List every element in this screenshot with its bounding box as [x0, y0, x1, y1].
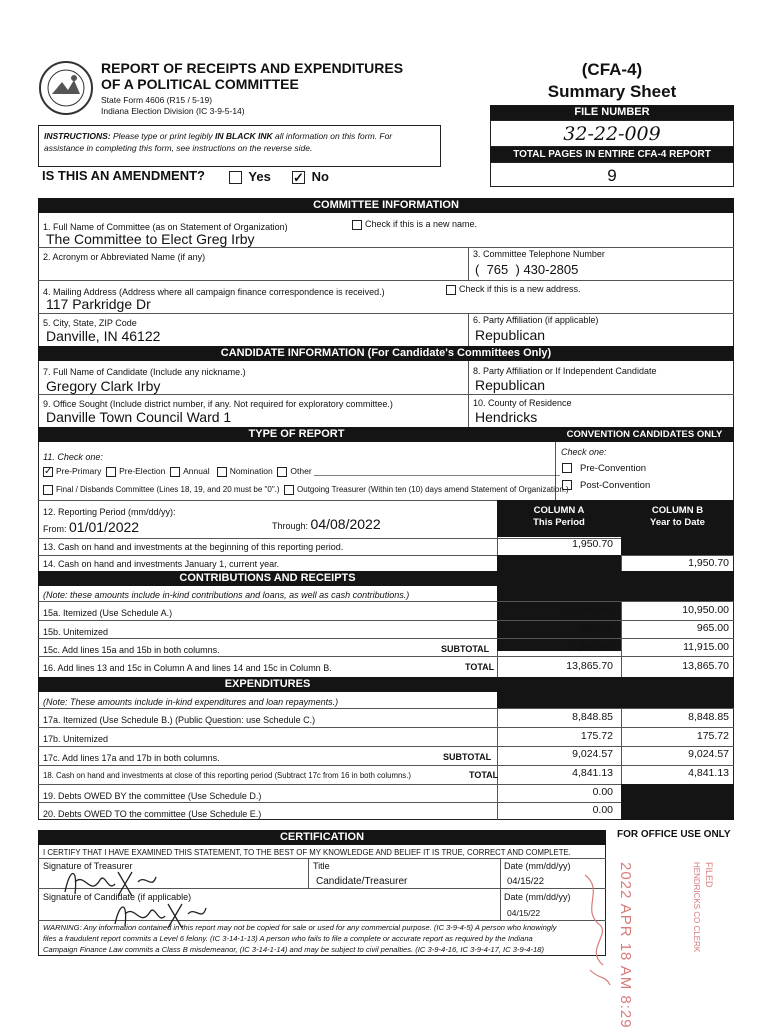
- convention-title: CONVENTION CANDIDATES ONLY: [555, 427, 734, 442]
- date-label-1: Date (mm/dd/yy): [504, 861, 571, 871]
- outgoing-option[interactable]: Outgoing Treasurer (Within ten (10) days amend Statement of Organization.): [284, 485, 569, 494]
- line-15c-col-a: 11,915.00: [567, 641, 613, 653]
- new-name-checkbox[interactable]: [352, 220, 362, 230]
- pre-primary-option[interactable]: ✓ Pre-Primary: [44, 465, 102, 477]
- period-from: From: 01/01/2022: [43, 519, 140, 535]
- pre-election-option[interactable]: Pre-Election: [106, 466, 165, 476]
- total-pages: 9: [607, 166, 617, 185]
- pre-primary-checkbox[interactable]: ✓: [44, 465, 53, 477]
- line-17c-subtotal: SUBTOTAL: [443, 752, 492, 762]
- form-code: (CFA-4): [581, 60, 643, 79]
- line-14-label: 14. Cash on hand and investments January 1, current year.: [43, 559, 280, 569]
- county-of-residence: Hendricks: [475, 409, 538, 425]
- line-13-col-b-blackout: [621, 537, 734, 555]
- committee-name: The Committee to Elect Greg Irby: [46, 231, 255, 247]
- column-b-header: COLUMN B Year to Date: [650, 505, 705, 528]
- office-sought: Danville Town Council Ward 1: [46, 409, 232, 425]
- contributions-note: (Note: these amounts include in-kind contributions and loans, as well as cash contributions.): [43, 590, 410, 600]
- line-18-col-b: 4,841.13: [688, 767, 729, 779]
- file-number-label: FILE NUMBER: [490, 105, 734, 120]
- line-16-label: 16. Add lines 13 and 15c in Column A and lines 14 and 15c in Column B.: [43, 663, 332, 673]
- line-17c-col-a: 9,024.57: [572, 748, 613, 760]
- county-label: 10. County of Residence: [473, 398, 572, 408]
- line-19-col-a: 0.00: [592, 786, 613, 798]
- phone-number: ( 765 ) 430-2805: [475, 262, 579, 277]
- office-label: 9. Office Sought (Include district number, if any. Not required for exploratory committee.): [43, 399, 393, 409]
- warning-text: WARNING: Any information contained in this report may not be copied for sale or used for any commercial purpose. (IC 3-9-4-5) A person who knowingly files a fraudulent report commits a Level 6 felony. (IC 3-14-1-13) A person who fails to file a complete or accurate report as required by the Indiana Campaign Finance Law commits a Class B misdemeanor, (IC 3-14-1-14) and may be subject to civil penalties. (IC 3-9-4-16, IC 3-9-4-17, IC 3-9-4-18): [43, 923, 557, 954]
- line-15c-subtotal: SUBTOTAL: [441, 644, 490, 654]
- line-13-col-a: 1,950.70: [572, 538, 613, 550]
- line-19-label: 19. Debts OWED BY the committee (Use Schedule D.): [43, 791, 262, 801]
- post-convention-option[interactable]: Post-Convention: [562, 480, 650, 491]
- line-16-col-b: 13,865.70: [682, 660, 729, 672]
- line-17a-label: 17a. Itemized (Use Schedule B.) (Public Question: use Schedule C.): [43, 715, 316, 725]
- instructions-box: INSTRUCTIONS: Please type or print legibly IN BLACK INK all information on this form. For assistance in completing this form, see instructions on the reverse side.: [38, 125, 441, 167]
- treasurer-signature-label: Signature of Treasurer: [43, 861, 133, 871]
- candidate-name-label: 7. Full Name of Candidate (Include any nickname.): [43, 367, 246, 377]
- date-label-2: Date (mm/dd/yy): [504, 892, 571, 902]
- line-15b-label: 15b. Unitemized: [43, 627, 109, 637]
- line-17b-col-a: 175.72: [580, 730, 613, 742]
- annual-option[interactable]: Annual: [170, 466, 209, 476]
- line-14-col-b: 1,950.70: [688, 557, 729, 569]
- line-20-col-a: 0.00: [592, 804, 613, 816]
- amendment-question: IS THIS AN AMENDMENT?: [42, 168, 205, 183]
- line-18-label: 18. Cash on hand and investments at close of this reporting period (Subtract 17c from 16 in both columns.): [43, 771, 411, 780]
- certification-statement: I CERTIFY THAT I HAVE EXAMINED THIS STATEMENT, TO THE BEST OF MY KNOWLEDGE AND BELIEF IT IS TRUE, CORRECT AND COMPLETE.: [43, 848, 571, 857]
- new-address-check[interactable]: Check if this is a new address.: [446, 284, 581, 295]
- committee-party: Republican: [475, 327, 546, 343]
- line-13-label: 13. Cash on hand and investments at the beginning of this reporting period.: [43, 542, 344, 552]
- final-option[interactable]: Final / Disbands Committee (Lines 18, 19, and 20 must be "0".): [43, 485, 280, 494]
- new-address-checkbox[interactable]: [446, 285, 456, 295]
- amendment-no-checkbox[interactable]: ✓: [293, 170, 304, 186]
- sheet-title: Summary Sheet: [547, 82, 677, 101]
- total-pages-label: TOTAL PAGES IN ENTIRE CFA-4 REPORT: [490, 147, 734, 162]
- line-15a-label: 15a. Itemized (Use Schedule A.): [43, 608, 173, 618]
- line-18-col-a: 4,841.13: [572, 767, 613, 779]
- candidate-section-title: CANDIDATE INFORMATION (For Candidate's Committees Only): [38, 346, 734, 361]
- pre-convention-checkbox[interactable]: [562, 463, 572, 473]
- nomination-option[interactable]: Nomination: [217, 466, 273, 476]
- line-17c-label: 17c. Add lines 17a and 17b in both columns.: [43, 753, 220, 763]
- amendment-yes[interactable]: Yes: [229, 169, 271, 184]
- form-title: REPORT OF RECEIPTS AND EXPENDITURES OF A POLITICAL COMMITTEE: [101, 60, 404, 92]
- mailing-address: 117 Parkridge Dr: [46, 296, 151, 312]
- pre-election-checkbox[interactable]: [106, 467, 116, 477]
- line-18-total: TOTAL: [469, 770, 499, 780]
- outgoing-checkbox[interactable]: [284, 485, 294, 495]
- line-15c-col-b: 11,915.00: [683, 641, 729, 653]
- title-label: Title: [313, 861, 330, 871]
- committee-name-label: 1. Full Name of Committee (as on Statement of Organization): [43, 222, 288, 232]
- contributions-title: CONTRIBUTIONS AND RECEIPTS: [38, 571, 497, 586]
- line-19-20-col-b-blackout: [621, 784, 734, 820]
- clerk-stamp: HENDRICKS CO CLERK: [692, 862, 701, 953]
- amendment-yes-checkbox[interactable]: [229, 171, 242, 184]
- line-15b-col-b: 965.00: [696, 622, 729, 634]
- line-16-total: TOTAL: [465, 662, 495, 672]
- line-17c-col-b: 9,024.57: [688, 748, 729, 760]
- address-label: 4. Mailing Address (Address where all campaign finance correspondence is received.): [43, 287, 385, 297]
- city-state-zip: Danville, IN 46122: [46, 328, 161, 344]
- candidate-signature: [110, 896, 210, 932]
- post-convention-checkbox[interactable]: [562, 480, 572, 490]
- period-label: 12. Reporting Period (mm/dd/yy):: [43, 507, 176, 517]
- pre-convention-option[interactable]: Pre-Convention: [562, 463, 646, 474]
- candidate-signature-label: Signature of Candidate (if applicable): [43, 892, 192, 902]
- candidate-party: Republican: [475, 377, 546, 393]
- form-number: State Form 4606 (R15 / 5-19): [101, 95, 213, 105]
- state-seal-icon: [38, 60, 94, 116]
- city-label: 5. City, State, ZIP Code: [43, 318, 137, 328]
- line-17b-label: 17b. Unitemized: [43, 734, 109, 744]
- total-pages-box: [490, 162, 734, 187]
- column-a-header: COLUMN A This Period: [533, 505, 585, 528]
- file-number-box: [490, 120, 734, 147]
- committee-section-title: COMMITTEE INFORMATION: [38, 198, 734, 213]
- filed-stamp: FILED: [704, 862, 714, 888]
- line-14-col-a-blackout: [497, 555, 621, 651]
- acronym-label: 2. Acronym or Abbreviated Name (if any): [43, 252, 206, 262]
- check-one-conv-label: Check one:: [561, 447, 607, 457]
- candidate-date: 04/15/22: [507, 908, 541, 918]
- line-17a-col-a: 8,848.85: [572, 711, 613, 723]
- type-of-report-title: TYPE OF REPORT: [38, 427, 555, 442]
- exp-cols-blackout: [497, 677, 734, 708]
- final-checkbox[interactable]: [43, 485, 53, 495]
- division-citation: Indiana Election Division (IC 3-9-5-14): [101, 106, 245, 116]
- other-checkbox[interactable]: [277, 467, 287, 477]
- file-number: 32-22-009: [563, 123, 661, 145]
- certification-title: CERTIFICATION: [38, 830, 606, 845]
- party-label: 6. Party Affiliation (if applicable): [473, 315, 599, 325]
- line-15a-col-a: 10,950.00: [566, 604, 613, 616]
- line-20-label: 20. Debts OWED TO the committee (Use Schedule E.): [43, 809, 262, 819]
- candidate-party-label: 8. Party Affiliation or If Independent Candidate: [473, 366, 657, 376]
- contrib-col-b-blackout: [621, 571, 734, 601]
- line-15c-label: 15c. Add lines 15a and 15b in both columns.: [43, 645, 220, 655]
- new-name-check[interactable]: Check if this is a new name.: [352, 219, 477, 230]
- clerk-initials-signature: [575, 870, 615, 990]
- phone-label: 3. Committee Telephone Number: [473, 249, 605, 259]
- period-through: Through: 04/08/2022: [272, 516, 381, 532]
- final-outgoing-options: [43, 485, 569, 495]
- expenditures-note: (Note: These amounts include in-kind expenditures and loan repayments.): [43, 697, 339, 707]
- annual-checkbox[interactable]: [170, 467, 180, 477]
- treasurer-date: 04/15/22: [507, 876, 544, 887]
- line-15b-col-a: 965.00: [580, 622, 613, 634]
- expenditures-title: EXPENDITURES: [38, 677, 497, 692]
- received-stamp: 2022 APR 18 AM 8:29: [617, 862, 634, 1029]
- line-17b-col-b: 175.72: [696, 730, 729, 742]
- other-option[interactable]: Other ____________________________________________________: [277, 466, 559, 476]
- line-16-col-a: 13,865.70: [566, 660, 613, 672]
- office-use-label: FOR OFFICE USE ONLY: [617, 829, 731, 840]
- check-one-label: 11. Check one:: [43, 452, 103, 462]
- line-15a-col-b: 10,950.00: [682, 604, 729, 616]
- report-type-options: [43, 466, 560, 477]
- amendment-no[interactable]: ✓ No: [293, 169, 329, 186]
- line-17a-col-b: 8,848.85: [688, 711, 729, 723]
- signer-title: Candidate/Treasurer: [316, 876, 408, 887]
- candidate-name: Gregory Clark Irby: [46, 378, 161, 394]
- nomination-checkbox[interactable]: [217, 467, 227, 477]
